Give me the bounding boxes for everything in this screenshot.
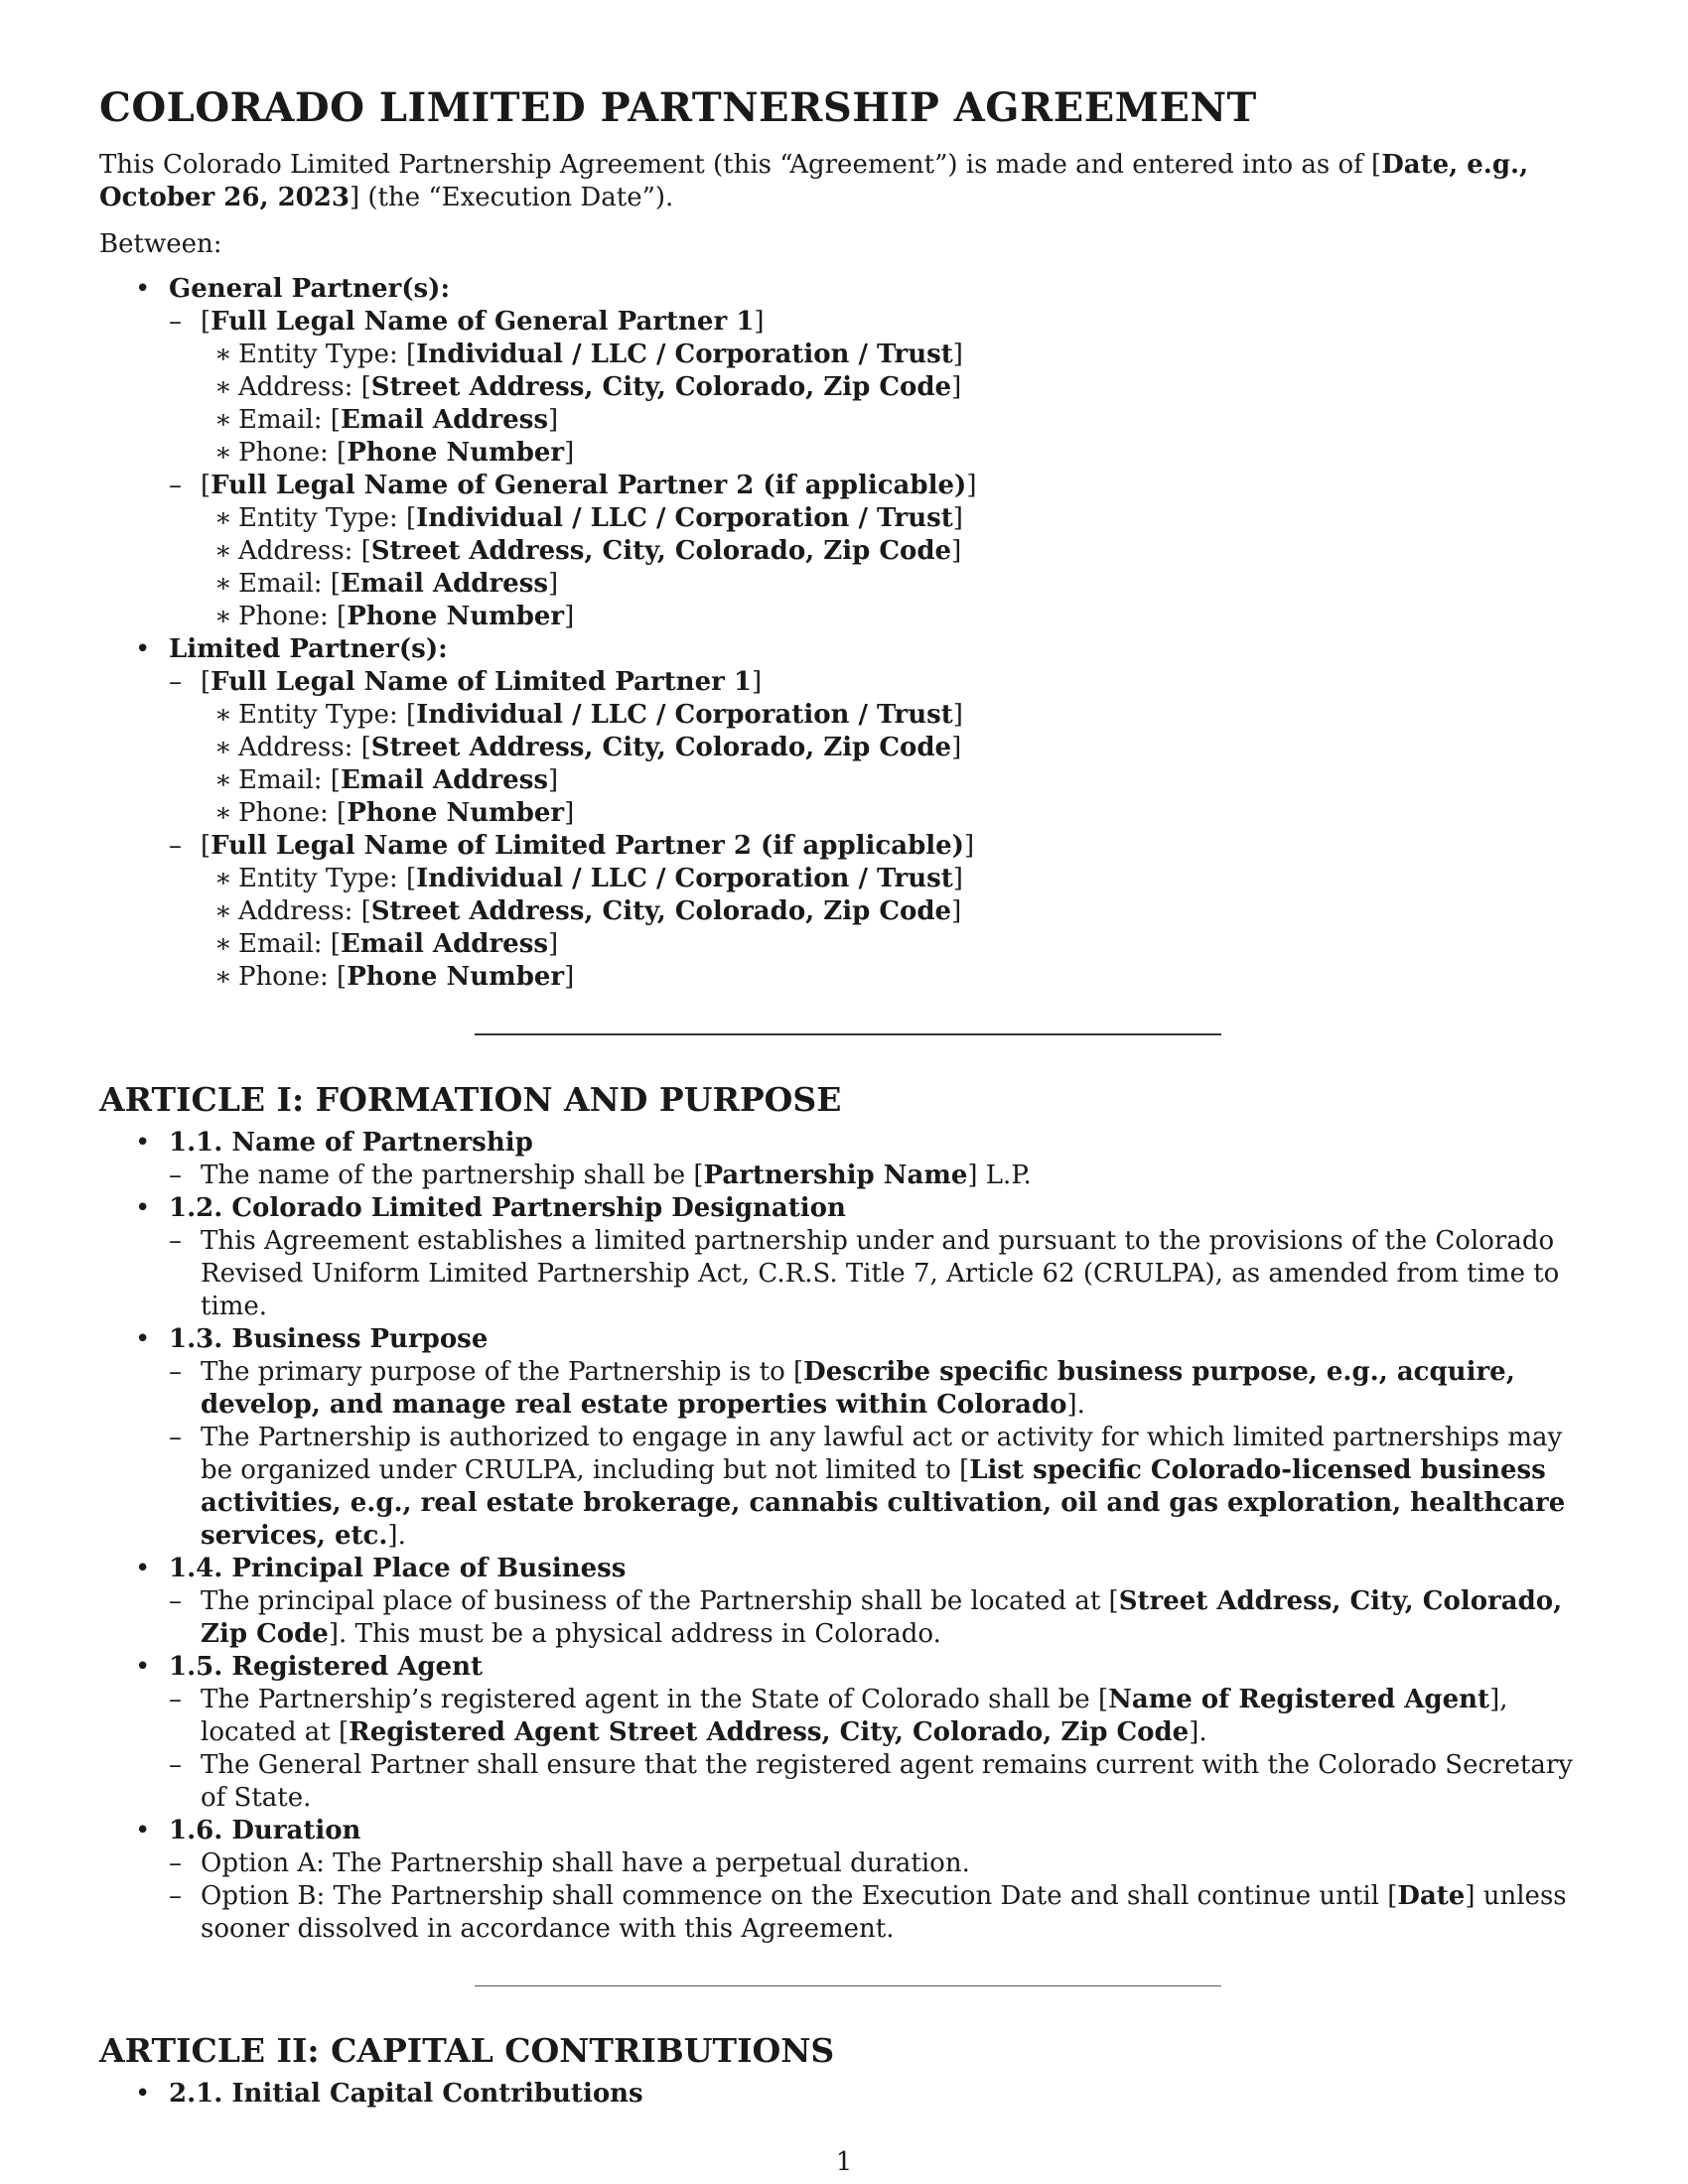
section-1-4: [99, 1553, 1589, 1651]
email-row: ∗ Email: [Email Address]: [201, 928, 1589, 961]
section-text: – The Partnership is authorized to engage in any lawful act or activity for which limited partnerships may be organized under CRULPA, including but not limited to [List specific Colorado-licensed business activities, e.g., real estate brokerage, cannabis cultivation, oil and gas exploration, healthcare services, etc.].: [169, 1422, 1589, 1553]
email-row: ∗ Email: [Email Address]: [201, 764, 1589, 797]
address-row: ∗ Address: [Street Address, City, Colorado, Zip Code]: [201, 895, 1589, 928]
address-row: ∗ Address: [Street Address, City, Colorado, Zip Code]: [201, 732, 1589, 764]
intro-text-end: ] (the “Execution Date”).: [349, 183, 674, 212]
partner-name: Full Legal Name of Limited Partner 2 (if applicable): [211, 831, 964, 861]
intro-text: This Colorado Limited Partnership Agreement (this “Agreement”) is made and entered into as of [: [99, 150, 1382, 180]
phone-row: ∗ Phone: [Phone Number]: [201, 437, 1589, 470]
article-1: [99, 1079, 1589, 1946]
section-text: – The Partnership’s registered agent in the State of Colorado shall be [Name of Registered Agent], located at [Registered Agent Street Address, City, Colorado, Zip Code].: [169, 1684, 1589, 1749]
section-title: 1.6. Duration: [169, 1816, 361, 1845]
section-divider: [475, 1985, 1221, 1986]
section-text: – Option A: The Partnership shall have a perpetual duration.: [169, 1847, 1589, 1880]
limited-partner-1: – [Full Legal Name of Limited Partner 1] ∗ Entity Type: [Individual / LLC / Corporation / Trust] ∗ Address: [Street Address, City, Colorado, Zip Code] ∗ Email: [Email Address] ∗ Phone: [Phone Number]: [169, 666, 1589, 830]
section-1-2: [99, 1192, 1589, 1323]
section-title: 1.2. Colorado Limited Partnership Designation: [169, 1193, 846, 1223]
section-text: – The principal place of business of the Partnership shall be located at [Street Address, City, Colorado, Zip Code]. This must be a physical address in Colorado.: [169, 1585, 1589, 1651]
phone-row: ∗ Phone: [Phone Number]: [201, 961, 1589, 994]
section-1-6: [99, 1815, 1589, 1946]
section-1-1: [99, 1127, 1589, 1192]
document-page: [99, 83, 1589, 2111]
limited-partners-heading: Limited Partner(s):: [169, 634, 448, 664]
partner-name: Full Legal Name of General Partner 1: [211, 307, 755, 337]
section-text: – The General Partner shall ensure that the registered agent remains current with the Colorado Secretary of State.: [169, 1749, 1589, 1815]
section-title: 2.1. Initial Capital Contributions: [169, 2079, 643, 2109]
email-row: ∗ Email: [Email Address]: [201, 404, 1589, 437]
document-title: COLORADO LIMITED PARTNERSHIP AGREEMENT: [99, 84, 1257, 131]
email-row: ∗ Email: [Email Address]: [201, 568, 1589, 601]
page-number: 1: [835, 2147, 853, 2177]
execution-date-placeholder: Date, e.g., October 26, 2023: [99, 150, 1529, 212]
section-text: – The name of the partnership shall be [Partnership Name] L.P.: [169, 1160, 1589, 1192]
partner-name: Full Legal Name of General Partner 2 (if applicable): [211, 471, 967, 500]
section-title: 1.4. Principal Place of Business: [169, 1554, 627, 1583]
limited-partners-item: [99, 633, 1589, 994]
section-text: – Option B: The Partnership shall commence on the Execution Date and shall continue until [Date] unless sooner dissolved in accordance with this Agreement.: [169, 1880, 1589, 1946]
entity-type-row: ∗ Entity Type: [Individual / LLC / Corporation / Trust]: [201, 502, 1589, 535]
general-partner-1: – [Full Legal Name of General Partner 1] ∗ Entity Type: [Individual / LLC / Corporation / Trust] ∗ Address: [Street Address, City, Colorado, Zip Code] ∗ Email: [Email Address] ∗ Phone: [Phone Number]: [169, 306, 1589, 470]
article-2: [99, 2030, 1589, 2111]
intro-paragraph: [99, 149, 1589, 214]
section-1-3: [99, 1323, 1589, 1553]
parties-list: [99, 273, 1589, 994]
address-row: ∗ Address: [Street Address, City, Colorado, Zip Code]: [201, 535, 1589, 568]
partner-name: Full Legal Name of Limited Partner 1: [211, 667, 752, 697]
section-title: 1.1. Name of Partnership: [169, 1128, 533, 1158]
section-text: – This Agreement establishes a limited partnership under and pursuant to the provisions of the Colorado Revised Uniform Limited Partnership Act, C.R.S. Title 7, Article 62 (CRULPA), as amended from time to time.: [169, 1225, 1589, 1323]
general-partners-item: [99, 273, 1589, 633]
address-row: ∗ Address: [Street Address, City, Colorado, Zip Code]: [201, 371, 1589, 404]
section-title: 1.3. Business Purpose: [169, 1324, 489, 1354]
article-2-heading: ARTICLE II: CAPITAL CONTRIBUTIONS: [99, 2031, 835, 2070]
phone-row: ∗ Phone: [Phone Number]: [201, 797, 1589, 830]
general-partners-heading: General Partner(s):: [169, 274, 451, 304]
limited-partner-2: – [Full Legal Name of Limited Partner 2 (if applicable)] ∗ Entity Type: [Individual / LLC / Corporation / Trust] ∗ Address: [Street Address, City, Colorado, Zip Code] ∗ Email: [Email Address] ∗ Phone: [Phone Number]: [169, 830, 1589, 994]
section-divider: [475, 1033, 1221, 1035]
general-partner-2: – [Full Legal Name of General Partner 2 (if applicable)] ∗ Entity Type: [Individual / LLC / Corporation / Trust] ∗ Address: [Street Address, City, Colorado, Zip Code] ∗ Email: [Email Address] ∗ Phone: [Phone Number]: [169, 470, 1589, 633]
section-text: – The primary purpose of the Partnership is to [Describe specific business purpose, e.g., acquire, develop, and manage real estate properties within Colorado].: [169, 1356, 1589, 1422]
section-1-5: [99, 1651, 1589, 1815]
entity-type-row: ∗ Entity Type: [Individual / LLC / Corporation / Trust]: [201, 699, 1589, 732]
phone-row: ∗ Phone: [Phone Number]: [201, 601, 1589, 633]
entity-type-row: ∗ Entity Type: [Individual / LLC / Corporation / Trust]: [201, 863, 1589, 895]
article-1-heading: ARTICLE I: FORMATION AND PURPOSE: [99, 1080, 842, 1119]
section-title: 1.5. Registered Agent: [169, 1652, 484, 1682]
between-label: Between:: [99, 229, 222, 259]
section-2-1: [99, 2078, 1589, 2111]
entity-type-row: ∗ Entity Type: [Individual / LLC / Corporation / Trust]: [201, 339, 1589, 371]
